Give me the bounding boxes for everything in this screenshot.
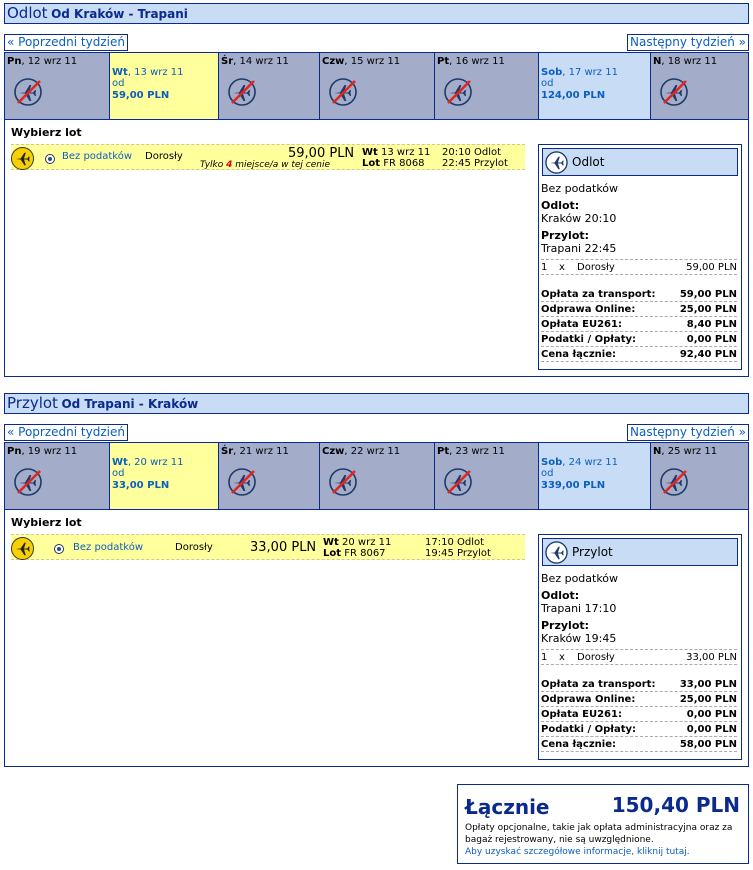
day-price: 339,00 PLN	[541, 480, 606, 491]
day-date: , 16 wrz 11	[449, 56, 505, 67]
inbound-section	[4, 393, 749, 767]
inbound-summary-arr-value: Kraków 19:45	[541, 632, 617, 645]
day-date: , 21 wrz 11	[233, 446, 289, 457]
total-note: Opłaty opcjonalne, takie jak opłata administracyjna oraz za bagaż rejestrowany, nie są uwzględnione.	[465, 823, 733, 845]
outbound-flight-date	[362, 147, 430, 158]
day-tab-date	[7, 56, 109, 67]
outbound-prev-week-link[interactable]: « Poprzedni tydzień	[4, 34, 128, 51]
outbound-next-week-link[interactable]: Następny tydzień »	[627, 34, 749, 51]
inbound-fare-label[interactable]: Bez podatków	[73, 542, 144, 553]
day-tab-date	[112, 457, 218, 468]
inbound-flight-number	[323, 548, 386, 559]
outbound-departure	[442, 147, 501, 158]
day-from: od	[541, 468, 554, 479]
total-amount: 150,40 PLN	[611, 793, 740, 817]
day-date: , 19 wrz 11	[21, 446, 78, 457]
cost-line	[541, 722, 737, 737]
inbound-week-nav	[4, 424, 749, 442]
inbound-arrival	[425, 548, 491, 559]
outbound-pax-label: Dorosły	[145, 151, 183, 162]
pax-type: Dorosły	[577, 652, 615, 663]
inbound-flight-no: FR 8067	[344, 548, 386, 559]
day-tab-sob[interactable]	[539, 443, 651, 509]
cost-value: 25,00 PLN	[679, 304, 737, 315]
day-from: od	[112, 468, 125, 479]
inbound-summary-fare: Bez podatków	[541, 572, 619, 585]
day-name: Sob	[541, 67, 563, 78]
outbound-arrival	[442, 158, 508, 169]
outbound-arr-time: 22:45	[442, 158, 471, 169]
plane-icon	[11, 537, 34, 560]
cost-label: Opłata EU261:	[541, 709, 622, 720]
total-label: Łącznie	[465, 795, 550, 819]
plane-icon	[545, 541, 568, 564]
cost-value: 25,00 PLN	[679, 694, 737, 705]
cost-line	[541, 302, 737, 317]
day-tab-n[interactable]	[651, 443, 748, 509]
day-name: Sob	[541, 457, 563, 468]
outbound-body	[4, 120, 749, 377]
day-price: 124,00 PLN	[541, 90, 606, 101]
plane-icon	[545, 151, 568, 174]
pax-type: Dorosły	[577, 262, 615, 273]
cost-value: 59,00 PLN	[679, 289, 737, 300]
inbound-header	[4, 393, 749, 414]
day-tab-wt[interactable]	[110, 53, 219, 119]
day-name: Śr	[221, 56, 234, 67]
day-date: , 24 wrz 11	[562, 457, 618, 468]
outbound-route: Od Kraków - Trapani	[51, 7, 188, 21]
outbound-flight-price: 59,00 PLN	[288, 146, 355, 161]
outbound-arr-label: Przylot	[474, 158, 508, 169]
inbound-summary-dep-value: Trapani 17:10	[541, 602, 617, 615]
inbound-flight-date	[323, 537, 391, 548]
outbound-summary-head	[542, 148, 738, 176]
inbound-body	[4, 510, 749, 767]
outbound-header	[4, 3, 749, 24]
cost-line	[541, 707, 737, 722]
day-tab-date	[322, 56, 434, 67]
inbound-summary-arr-label: Przylot:	[541, 619, 590, 632]
no-flight-icon	[443, 467, 473, 497]
outbound-summary-arr-value: Trapani 22:45	[541, 242, 617, 255]
day-date: , 23 wrz 11	[449, 446, 505, 457]
no-flight-icon	[659, 77, 689, 107]
day-price: 59,00 PLN	[112, 90, 170, 101]
outbound-dep-time: 20:10	[442, 147, 471, 158]
no-flight-icon	[13, 77, 43, 107]
outbound-title: Odlot	[7, 4, 48, 22]
cost-label: Podatki / Opłaty:	[541, 334, 636, 345]
inbound-summary	[538, 534, 742, 760]
no-flight-icon	[13, 467, 43, 497]
day-tab-pn[interactable]	[5, 53, 110, 119]
outbound-flight-day: Wt	[362, 147, 378, 158]
cost-value: 33,00 PLN	[679, 679, 737, 690]
outbound-week-nav	[4, 34, 749, 52]
outbound-day-tabs	[4, 52, 749, 120]
day-date: , 12 wrz 11	[21, 56, 78, 67]
inbound-lot-label: Lot	[323, 548, 342, 559]
day-name: Pn	[7, 56, 22, 67]
inbound-summary-head	[542, 538, 738, 566]
day-tab-wt[interactable]	[110, 443, 219, 509]
total-box	[457, 784, 749, 864]
day-tab-date	[541, 457, 650, 468]
outbound-section	[4, 3, 749, 377]
inbound-flight-day: Wt	[323, 537, 339, 548]
day-date: , 25 wrz 11	[661, 446, 718, 457]
inbound-pax-label: Dorosły	[175, 542, 213, 553]
inbound-prev-week-link[interactable]: « Poprzedni tydzień	[4, 424, 128, 441]
day-from: od	[112, 78, 125, 89]
day-tab-date	[437, 446, 538, 457]
day-tab-pn[interactable]	[5, 443, 110, 509]
seats-note-pre: Tylko	[200, 160, 227, 170]
outbound-flight-date-value: 13 wrz 11	[381, 147, 431, 158]
day-tab-czw[interactable]	[320, 443, 435, 509]
day-date: , 20 wrz 11	[127, 457, 184, 468]
day-name: Pt	[437, 446, 450, 457]
day-tab-czw[interactable]	[320, 53, 435, 119]
day-tab-date	[7, 446, 109, 457]
day-tab-date	[653, 446, 748, 457]
pax-count: 1	[541, 652, 548, 663]
day-name: N	[653, 56, 662, 67]
day-name: Wt	[112, 457, 128, 468]
cost-line	[541, 332, 737, 347]
total-note-block	[465, 822, 747, 858]
day-tab-n[interactable]	[651, 53, 748, 119]
outbound-seats-note	[200, 160, 330, 170]
outbound-summary-fare: Bez podatków	[541, 182, 619, 195]
day-date: , 22 wrz 11	[344, 446, 401, 457]
cost-label: Odprawa Online:	[541, 694, 636, 705]
day-name: Pt	[437, 56, 450, 67]
outbound-summary-arr-label: Przylot:	[541, 229, 590, 242]
outbound-flight-row[interactable]	[11, 144, 525, 170]
cost-label: Opłata za transport:	[541, 679, 656, 690]
inbound-route: Od Trapani - Kraków	[61, 397, 199, 411]
pax-count: 1	[541, 262, 548, 273]
outbound-flight-number	[362, 158, 425, 169]
day-tab-date	[653, 56, 748, 67]
outbound-summary-costs	[541, 287, 737, 362]
inbound-fare-radio[interactable]	[54, 544, 64, 554]
inbound-dep-label: Odlot	[457, 537, 485, 548]
no-flight-icon	[227, 77, 257, 107]
cost-label: Opłata za transport:	[541, 289, 656, 300]
day-tab-pt[interactable]	[435, 53, 539, 119]
no-flight-icon	[328, 467, 358, 497]
cost-line	[541, 737, 737, 752]
day-tab-sob[interactable]	[539, 53, 651, 119]
day-date: , 14 wrz 11	[233, 56, 289, 67]
cost-value: 0,00 PLN	[686, 709, 737, 720]
day-date: , 13 wrz 11	[127, 67, 184, 78]
outbound-flight-no: FR 8068	[383, 158, 425, 169]
day-date: , 18 wrz 11	[661, 56, 718, 67]
inbound-next-week-link[interactable]: Następny tydzień »	[627, 424, 749, 441]
inbound-arr-label: Przylot	[457, 548, 491, 559]
day-tab-pt[interactable]	[435, 443, 539, 509]
seats-note-post: miejsce/a w tej cenie	[232, 160, 331, 170]
day-name: Czw	[322, 56, 345, 67]
total-details-link[interactable]: Aby uzyskać szczegółowe informacje, kliknij tutaj.	[465, 847, 690, 857]
outbound-summary-pax	[541, 259, 737, 275]
day-tab-date	[221, 446, 319, 457]
outbound-summary	[538, 144, 742, 370]
outbound-summary-dep-label: Odlot:	[541, 199, 580, 212]
cost-value: 92,40 PLN	[679, 349, 737, 360]
cost-line	[541, 677, 737, 692]
day-from: od	[541, 78, 554, 89]
day-tab-date	[322, 446, 434, 457]
cost-label: Cena łącznie:	[541, 739, 617, 750]
inbound-arr-time: 19:45	[425, 548, 454, 559]
outbound-lot-label: Lot	[362, 158, 381, 169]
day-date: , 17 wrz 11	[562, 67, 618, 78]
day-tab-date	[541, 67, 650, 78]
pax-x: x	[559, 652, 565, 663]
cost-label: Odprawa Online:	[541, 304, 636, 315]
cost-label: Cena łącznie:	[541, 349, 617, 360]
cost-value: 0,00 PLN	[686, 334, 737, 345]
day-tab-date	[112, 67, 218, 78]
no-flight-icon	[328, 77, 358, 107]
day-price: 33,00 PLN	[112, 480, 170, 491]
inbound-summary-dep-label: Odlot:	[541, 589, 580, 602]
inbound-summary-costs	[541, 677, 737, 752]
pax-price: 33,00 PLN	[686, 652, 737, 663]
inbound-title: Przylot	[7, 394, 58, 412]
day-tab-śr[interactable]	[219, 53, 320, 119]
outbound-fare-label[interactable]: Bez podatków	[62, 151, 133, 162]
inbound-flight-price: 33,00 PLN	[250, 540, 317, 555]
cost-line	[541, 347, 737, 362]
cost-line	[541, 287, 737, 302]
outbound-summary-dep-value: Kraków 20:10	[541, 212, 617, 225]
cost-value: 58,00 PLN	[679, 739, 737, 750]
inbound-dep-time: 17:10	[425, 537, 454, 548]
inbound-flight-row[interactable]	[11, 534, 525, 560]
day-tab-date	[437, 56, 538, 67]
outbound-fare-radio[interactable]	[45, 154, 55, 164]
plane-icon	[11, 147, 34, 170]
inbound-departure	[425, 537, 484, 548]
pax-price: 59,00 PLN	[686, 262, 737, 273]
outbound-pick-label: Wybierz lot	[11, 126, 82, 139]
day-name: Śr	[221, 446, 234, 457]
inbound-pick-label: Wybierz lot	[11, 516, 82, 529]
day-name: Czw	[322, 446, 345, 457]
no-flight-icon	[227, 467, 257, 497]
cost-value: 0,00 PLN	[686, 724, 737, 735]
inbound-summary-title: Przylot	[572, 545, 613, 559]
seats-count: 4	[226, 160, 233, 170]
inbound-flight-date-value: 20 wrz 11	[342, 537, 392, 548]
outbound-summary-title: Odlot	[572, 155, 605, 169]
pax-x: x	[559, 262, 565, 273]
cost-value: 8,40 PLN	[686, 319, 737, 330]
cost-label: Opłata EU261:	[541, 319, 622, 330]
day-tab-date	[221, 56, 319, 67]
cost-label: Podatki / Opłaty:	[541, 724, 636, 735]
cost-line	[541, 692, 737, 707]
day-tab-śr[interactable]	[219, 443, 320, 509]
outbound-dep-label: Odlot	[474, 147, 502, 158]
no-flight-icon	[659, 467, 689, 497]
inbound-day-tabs	[4, 442, 749, 510]
day-date: , 15 wrz 11	[344, 56, 401, 67]
cost-line	[541, 317, 737, 332]
day-name: Wt	[112, 67, 128, 78]
no-flight-icon	[443, 77, 473, 107]
day-name: N	[653, 446, 662, 457]
inbound-summary-pax	[541, 649, 737, 665]
day-name: Pn	[7, 446, 22, 457]
